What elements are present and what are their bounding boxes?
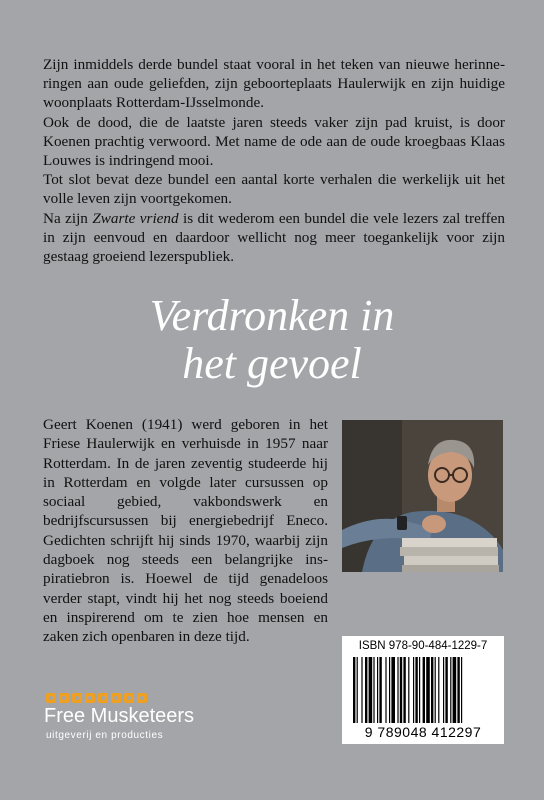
barcode-bars [353,657,493,723]
back-cover-blurb [43,55,505,266]
blurb-paragraph-4 [43,209,505,267]
publisher-tagline: uitgeverij en producties [46,730,164,741]
publisher-name: Free Musketeers [44,705,195,727]
previous-book-title: Zwarte vriend [92,209,179,227]
blurb-paragraph-1: Zijn inmiddels derde bundel staat vooral in het teken van nieuwe herinneringen aan oude geliefden, zijn geboorteplaats Haulerwijk en zijn huidige woonplaats Rotterdam-IJsselmonde. [43,56,505,112]
isbn-label: ISBN 978-90-484-1229-7 [358,640,488,652]
blurb-p4-end: is dit wederom een bundel die vele lezers zal treffen in zijn eenvoud en daardoor wellicht nog meer toegankelijk voor zijn gestaag groeiend lezerspubliek. [43,209,506,266]
book-title [0,292,544,388]
book-title-line-1: Verdronken in [149,291,395,340]
ean-digits: 9 789048 412297 [364,724,482,740]
author-photo [342,420,503,572]
blurb-paragraph-2: Ook de dood, die de laatste jaren steeds vaker zijn pad kruist, is door Koenen prachtig verwoord. Met name de ode aan de oude kroegbaas Klaas Louwes is indringend mooi. [43,113,505,170]
publisher-logo [44,690,224,750]
blurb-paragraph-3: Tot slot bevat deze bundel een aantal korte verhalen die werkelijk uit het volle leven zijn voortgekomen. [43,171,505,208]
musketeer-icons [44,690,154,706]
author-bio: Geert Koenen (1941) werd geboren in het Friese Haulerwijk en verhuisde in 1957 naar Rotterdam. In de jaren zeventig studeerde hij in Rotterdam en volgde later cursussen op sociaal gebied, vakbondswerk en bedrijfscursussen bij energiebedrijf Eneco. Gedichten schrijft hij sinds 1970, waarbij zijn dagboek nog steeds een belangrijke inspiratiebron is. Hoewel de tijd genadeloos verder stapt, vindt hij het nog steeds boeiend en inspirerend om te zien hoe mensen en zaken zich openbaren in deze tijd. [43,416,328,646]
blurb-p4-start: Na zijn [43,209,93,227]
barcode [342,636,504,744]
book-title-line-2: het gevoel [182,339,362,388]
